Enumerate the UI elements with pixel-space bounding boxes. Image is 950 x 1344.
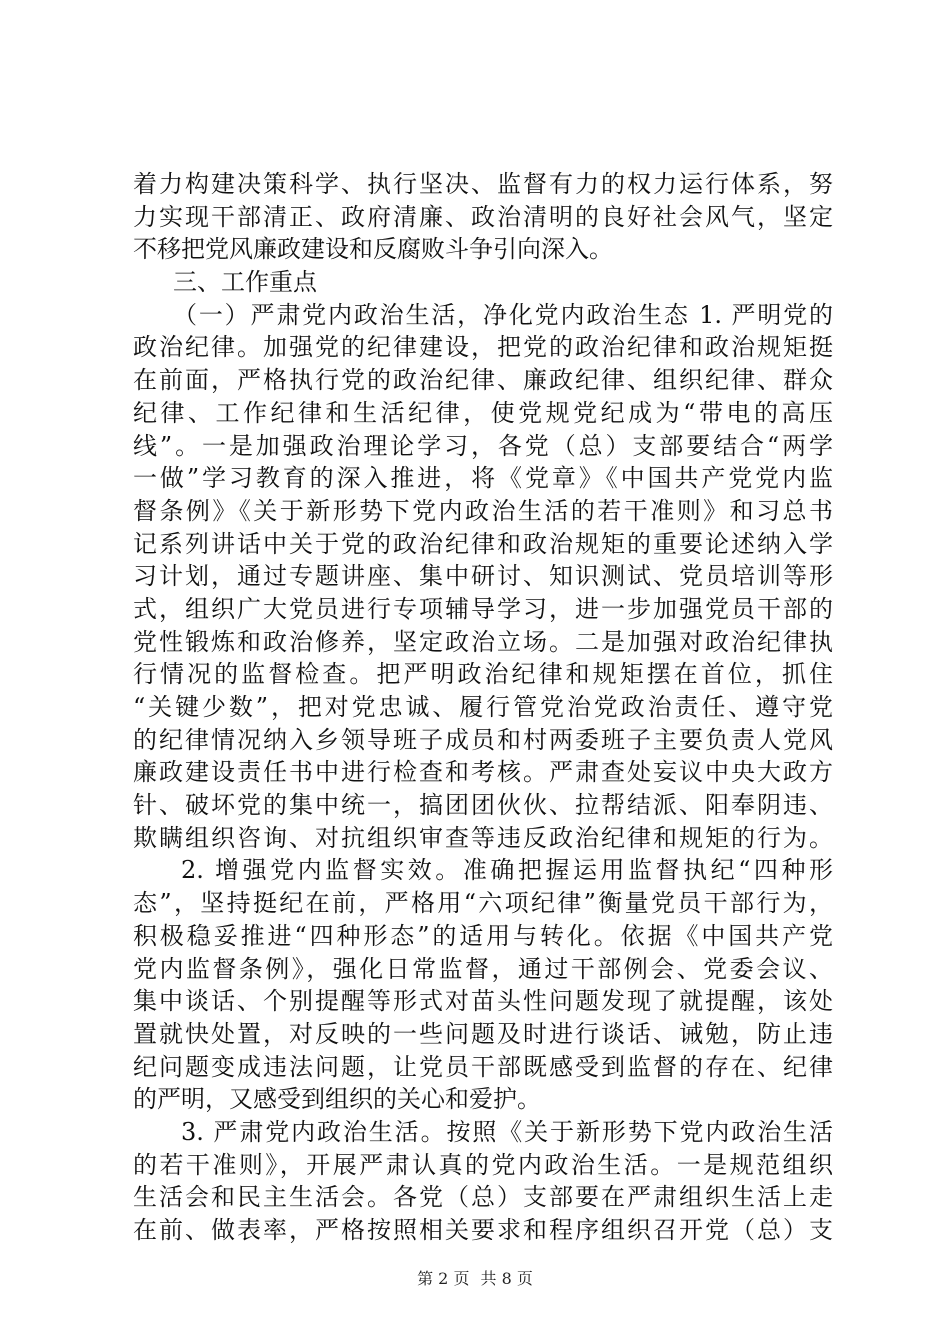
page-number: 第 2 页 — [417, 1269, 470, 1288]
text-line: 行情况的监督检查。把严明政治纪律和规矩摆在首位，抓住 — [133, 660, 833, 689]
section-heading: 三、工作重点 — [173, 268, 317, 297]
text-line: 的纪律情况纳入乡领导班子成员和村两委班子主要负责人党风 — [133, 725, 833, 754]
text-line: 式，组织广大党员进行专项辅导学习，进一步加强党员干部的 — [133, 594, 833, 623]
text-line: 记系列讲话中关于党的政治纪律和政治规矩的重要论述纳入学 — [133, 529, 833, 558]
text-line: 着力构建决策科学、执行坚决、监督有力的权力运行体系，努 — [133, 170, 833, 198]
text-line: 纪律、工作纪律和生活纪律，使党规党纪成为“带电的高压 — [133, 398, 833, 427]
text-line: 集中谈话、个别提醒等形式对苗头性问题发现了就提醒，该处 — [133, 987, 833, 1016]
text-line: 的严明，又感受到组织的关心和爱护。 — [133, 1085, 541, 1114]
body-text — [133, 168, 833, 1247]
text-line: 欺瞒组织咨询、对抗组织审查等违反政治纪律和规矩的行为。 — [133, 823, 833, 852]
text-line: 态”，坚持挺纪在前，严格用“六项纪律”衡量党员干部行为， — [133, 889, 833, 918]
text-line: 党性锻炼和政治修养，坚定政治立场。二是加强对政治纪律执 — [133, 627, 833, 656]
text-line: 党内监督条例》，强化日常监督，通过干部例会、党委会议、 — [133, 954, 833, 983]
paragraph-start-line: 2. 增强党内监督实效。准确把握运用监督执纪“四种形 — [181, 856, 833, 885]
text-line: 在前面，严格执行党的政治纪律、廉政纪律、组织纪律、群众 — [133, 366, 833, 395]
text-line: 置就快处置，对反映的一些问题及时进行谈话、诫勉，防止违 — [133, 1019, 833, 1048]
text-line: 力实现干部清正、政府清廉、政治清明的良好社会风气，坚定 — [133, 202, 833, 231]
text-line: 生活会和民主生活会。各党（总）支部要在严肃组织生活上走 — [133, 1183, 833, 1212]
text-line: 的若干准则》，开展严肃认真的党内政治生活。一是规范组织 — [133, 1150, 833, 1179]
paragraph-start-line: 3. 严肃党内政治生活。按照《关于新形势下党内政治生活 — [181, 1117, 833, 1146]
text-line: 不移把党风廉政建设和反腐败斗争引向深入。 — [133, 235, 613, 264]
page-total: 共 8 页 — [480, 1269, 533, 1288]
page-footer — [0, 1266, 950, 1289]
text-line: 针、破坏党的集中统一，搞团团伙伙、拉帮结派、阳奉阴违、 — [133, 791, 833, 820]
subsection-heading: （一）严肃党内政治生活，净化党内政治生态 1. 严明党的 — [173, 300, 833, 329]
text-line: “关键少数”，把对党忠诚、履行管党治党政治责任、遵守党 — [133, 693, 833, 721]
text-line: 督条例》《关于新形势下党内政治生活的若干准则》和习总书 — [133, 496, 833, 525]
text-line: 政治纪律。加强党的纪律建设，把党的政治纪律和政治规矩挺 — [133, 333, 833, 362]
text-line: 一做”学习教育的深入推进，将《党章》《中国共产党党内监 — [133, 464, 833, 493]
text-line: 习计划，通过专题讲座、集中研讨、知识测试、党员培训等形 — [133, 562, 833, 591]
text-line: 纪问题变成违法问题，让党员干部既感受到监督的存在、纪律 — [133, 1052, 833, 1081]
text-line: 在前、做表率，严格按照相关要求和程序组织召开党（总）支 — [133, 1216, 833, 1244]
text-line: 线”。一是加强政治理论学习，各党（总）支部要结合“两学 — [133, 431, 833, 460]
text-line: 廉政建设责任书中进行检查和考核。严肃查处妄议中央大政方 — [133, 758, 833, 787]
text-line: 积极稳妥推进“四种形态”的适用与转化。依据《中国共产党 — [133, 921, 833, 950]
